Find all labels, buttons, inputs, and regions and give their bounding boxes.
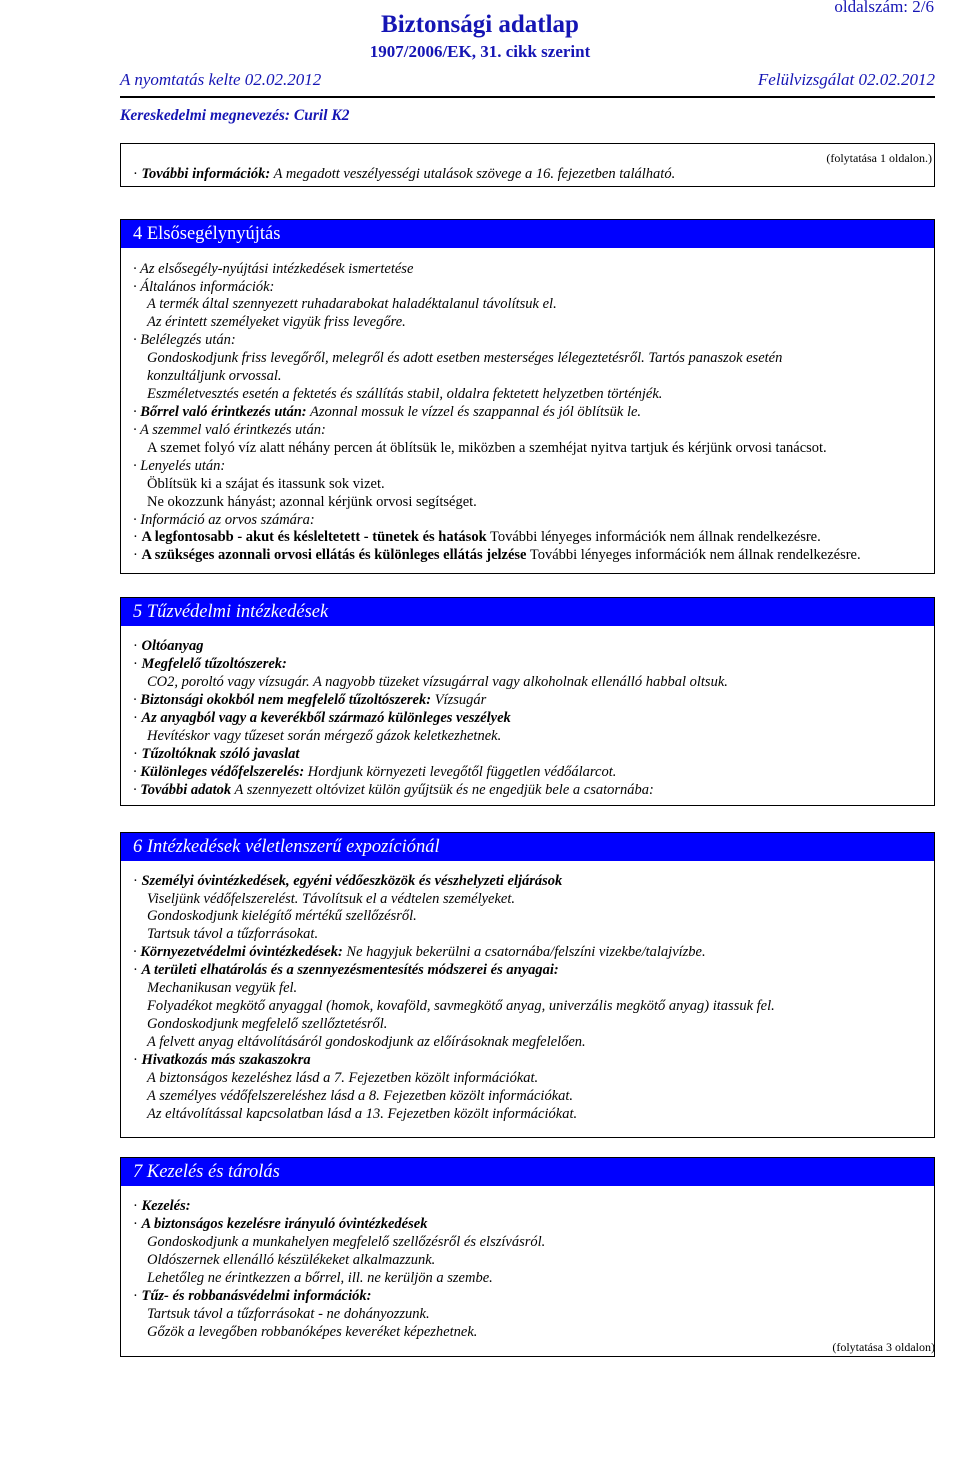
document-title: Biztonsági adatlap [381, 11, 579, 38]
continued-to: (folytatása 3 oldalon) [832, 1340, 935, 1354]
section-7-title: 7 Kezelés és tárolás [121, 1158, 934, 1186]
s4-line: · Az elsősegély-nyújtási intézkedések ismertetése [133, 261, 414, 277]
page-number: oldalszám: 2/6 [834, 0, 934, 16]
s6-line: Gondoskodjunk megfelelő szellőztetésről. [147, 1016, 388, 1032]
s7-line: Gőzök a levegőben robbanóképes keveréket képezhetnek. [147, 1324, 478, 1340]
revision-date: Felülvizsgálat 02.02.2012 [757, 70, 935, 89]
s6-line: Tartsuk távol a tűzforrásokat. [147, 926, 319, 942]
s6-line: · Környezetvédelmi óvintézkedések: Ne hagyjuk bekerülni a csatornába/felszíni vizekbe/talajvízbe. [133, 944, 706, 960]
s7-line: Tartsuk távol a tűzforrásokat - ne dohányozzunk. [147, 1306, 430, 1322]
section-4-title: 4 Elsősegélynyújtás [121, 220, 934, 248]
s4-line: Az érintett személyeket vigyük friss levegőre. [147, 314, 406, 330]
s5-line: · Megfelelő tűzoltószerek: [133, 656, 287, 672]
s7-line: · Kezelés: [133, 1198, 191, 1214]
s7-line: · Tűz- és robbanásvédelmi információk: [133, 1288, 372, 1304]
s5-line: · Különleges védőfelszerelés: Hordjunk környezeti levegőtől független védőálarcot. [133, 764, 617, 780]
s6-line: Az eltávolítással kapcsolatban lásd a 13. Fejezetben közölt információkat. [147, 1106, 578, 1122]
s6-line: Mechanikusan vegyük fel. [147, 980, 298, 996]
further-info-text: A megadott veszélyességi utalások szövege a 16. fejezetben található. [270, 166, 676, 182]
s4-line: · A szükséges azonnali orvosi ellátás és különleges ellátás jelzése További lényeges információk nem állnak rendelkezésre. [133, 547, 861, 563]
header-divider [120, 96, 935, 98]
continued-from: (folytatása 1 oldalon.) [826, 151, 932, 165]
s4-line: konzultáljunk orvossal. [147, 368, 282, 384]
s4-line: Eszméletvesztés esetén a fektetés és szállítás stabil, oldalra fektetett helyzetben történjék. [147, 386, 663, 402]
further-info-label: További információk: [141, 166, 271, 182]
s4-line: · Bőrrel való érintkezés után: Azonnal mossuk le vízzel és szappannal és jól öblítsük le. [133, 404, 642, 420]
s4-line: A szemet folyó víz alatt néhány percen át öblítsük le, miközben a szemhéjat nyitva tartjuk és kérjünk orvosi tanácsot. [147, 440, 827, 456]
s4-line: · Lenyelés után: [133, 458, 226, 474]
section-5-title: 5 Tűzvédelmi intézkedések [121, 598, 934, 626]
s5-line: CO2, poroltó vagy vízsugár. A nagyobb tüzeket vízsugárral vagy alkoholnak ellenálló habbal oltsuk. [147, 674, 728, 690]
s6-line: A biztonságos kezeléshez lásd a 7. Fejezetben közölt információkat. [147, 1070, 539, 1086]
document-subtitle: 1907/2006/EK, 31. cikk szerint [369, 42, 591, 61]
s4-line: · A legfontosabb - akut és késleltetett - tünetek és hatások További lényeges információk nem állnak rendelkezésre. [133, 529, 821, 545]
s4-line: A termék által szennyezett ruhadarabokat haladéktalanul távolítsuk el. [147, 296, 557, 312]
s4-line: · Belélegzés után: [133, 332, 236, 348]
trade-name: Kereskedelmi megnevezés: Curil K2 [120, 107, 350, 124]
s7-line: Lehetőleg ne érintkezzen a bőrrel, ill. ne kerüljön a szembe. [147, 1270, 493, 1286]
s5-line: · További adatok A szennyezett oltóvizet külön gyűjtsük és ne engedjük bele a csatornába: [133, 782, 654, 798]
s5-line: · Oltóanyag [133, 638, 204, 654]
s7-line: Oldószernek ellenálló készülékeket alkalmazzunk. [147, 1252, 436, 1268]
s6-line: A személyes védőfelszereléshez lásd a 8. Fejezetben közölt információkat. [147, 1088, 574, 1104]
s4-line: Ne okozzunk hányást; azonnal kérjünk orvosi segítséget. [147, 494, 477, 510]
s5-line: · Az anyagból vagy a keverékből származó különleges veszélyek [133, 710, 511, 726]
s6-line: · A területi elhatárolás és a szennyezésmentesítés módszerei és anyagai: [133, 962, 559, 978]
s6-line: Viseljünk védőfelszerelést. Távolítsuk el a védtelen személyeket. [147, 891, 516, 907]
further-info-line: · További információk: A megadott veszélyességi utalások szövege a 16. fejezetben található. [133, 166, 676, 182]
s4-line: · Általános információk: [133, 279, 275, 295]
s6-line: A felvett anyag eltávolításáról gondoskodjunk az előírásoknak megfelelően. [147, 1034, 586, 1050]
s7-line: Gondoskodjunk a munkahelyen megfelelő szellőzésről és elszívásról. [147, 1234, 546, 1250]
section-6-title: 6 Intézkedések véletlenszerű expozíciónál [121, 833, 934, 861]
print-date: A nyomtatás kelte 02.02.2012 [120, 70, 322, 89]
s6-line: · Hivatkozás más szakaszokra [133, 1052, 311, 1068]
s7-line: · A biztonságos kezelésre irányuló óvintézkedések [133, 1216, 428, 1232]
s4-line: Gondoskodjunk friss levegőről, melegről és adott esetben mesterséges lélegeztetésről. Tartós panaszok esetén [147, 350, 783, 366]
s6-line: Folyadékot megkötő anyaggal (homok, kovaföld, savmegkötő anyag, univerzális megkötő anyag) itassuk fel. [147, 998, 775, 1014]
s6-line: · Személyi óvintézkedések, egyéni védőeszközök és vészhelyzeti eljárások [133, 873, 563, 889]
s5-line: Hevítéskor vagy tűzeset során mérgező gázok keletkezhetnek. [147, 728, 502, 744]
s4-line: Öblítsük ki a szájat és itassunk sok vizet. [147, 476, 385, 492]
s4-line: · Információ az orvos számára: [133, 512, 315, 528]
s4-line: · A szemmel való érintkezés után: [133, 422, 326, 438]
s5-line: · Biztonsági okokból nem megfelelő tűzoltószerek: Vízsugár [133, 692, 487, 708]
s5-line: · Tűzoltóknak szóló javaslat [133, 746, 300, 762]
s6-line: Gondoskodjunk kielégítő mértékű szellőzésről. [147, 908, 417, 924]
